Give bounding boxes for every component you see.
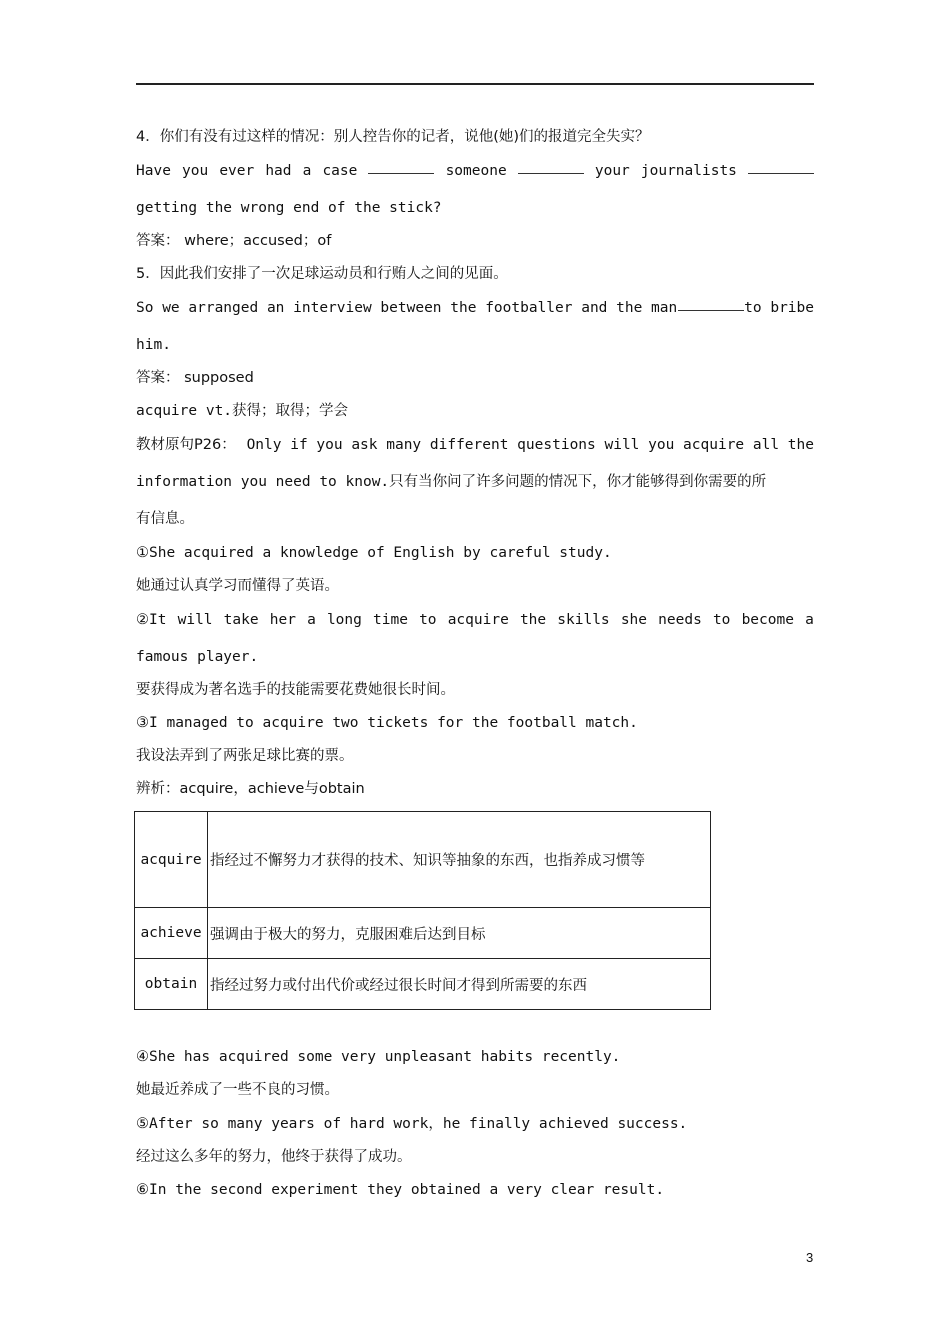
q5-english-line1 (136, 298, 814, 318)
word: her (269, 612, 296, 628)
answer-blank-2[interactable] (518, 161, 584, 174)
word: time (373, 612, 408, 628)
q5-answer: 答案： supposed (136, 370, 254, 386)
example-6-en: ⑥In the second experiment they obtained a very clear result. (136, 1182, 665, 1198)
table-desc: 指经过不懈努力才获得的技术、知识等抽象的东西，也指养成习惯等 (208, 812, 711, 908)
word: take (223, 612, 259, 628)
word: a (805, 612, 814, 628)
q4-chinese: 4．你们有没有过这样的情况：别人控告你的记者，说他(她)们的报道完全失实？ (136, 129, 650, 145)
table-row (135, 959, 711, 1010)
table-row (135, 812, 711, 908)
q4-answer: 答案： where；accused；of (136, 233, 332, 249)
word: had (265, 163, 292, 179)
word: ②It (136, 612, 167, 628)
example-5-cn: 经过这么多年的努力，他终于获得了成功。 (136, 1149, 412, 1165)
word: to (419, 612, 437, 628)
q4-english-line2: getting the wrong end of the stick? (136, 200, 442, 216)
example-4-cn: 她最近养成了一些不良的习惯。 (136, 1082, 339, 1098)
word: will (177, 612, 213, 628)
word: the (519, 612, 547, 628)
word: journalists (640, 163, 737, 179)
distinguish-heading: 辨析：acquire，achieve与obtain (136, 781, 365, 797)
table-desc: 强调由于极大的努力，克服困难后达到目标 (208, 908, 711, 959)
source-sentence-line1 (136, 435, 814, 455)
example-1-cn: 她通过认真学习而懂得了英语。 (136, 578, 339, 594)
word: someone (445, 163, 507, 179)
source-sentence-line2: information you need to know.只有当你问了许多问题的情况下，你才能够得到你需要的所 (136, 474, 767, 490)
table-term: obtain (135, 959, 208, 1010)
answer-blank-1[interactable] (368, 161, 434, 174)
source-sentence-line3: 有信息。 (136, 511, 194, 527)
word: ever (219, 163, 255, 179)
table-term: acquire (135, 812, 208, 908)
comparison-table (134, 811, 711, 1010)
source-text: Only if you ask many different questions will you acquire all the (246, 437, 814, 453)
vocab-headword: acquire vt.获得；取得；学会 (136, 403, 349, 419)
example-5-en: ⑤After so many years of hard work，he finally achieved success. (136, 1116, 688, 1132)
example-2-en-line2: famous player. (136, 649, 259, 665)
word: you (182, 163, 209, 179)
example-2-en-line1 (136, 610, 814, 630)
word: long (326, 612, 362, 628)
source-label: 教材原句P26： (136, 437, 236, 453)
q4-english-line1 (136, 161, 814, 181)
answer-blank-3[interactable] (748, 161, 814, 174)
example-3-cn: 我设法弄到了两张足球比赛的票。 (136, 748, 354, 764)
word: needs (658, 612, 702, 628)
page-number: 3 (806, 1250, 814, 1265)
q5-chinese: 5．因此我们安排了一次足球运动员和行贿人之间的见面。 (136, 266, 508, 282)
example-1-en: ①She acquired a knowledge of English by careful study. (136, 545, 612, 561)
word: a (307, 612, 316, 628)
example-2-cn: 要获得成为著名选手的技能需要花费她很长时间。 (136, 682, 455, 698)
header-rule (136, 83, 814, 85)
word: your (594, 163, 630, 179)
word: skills (557, 612, 610, 628)
sentence-end: to bribe (744, 300, 814, 316)
answer-blank-4[interactable] (678, 298, 744, 311)
q5-english-line2: him. (136, 337, 171, 353)
word: Have (136, 163, 171, 179)
table-desc: 指经过努力或付出代价或经过很长时间才得到所需要的东西 (208, 959, 711, 1010)
word: a (302, 163, 312, 179)
word: she (620, 612, 648, 628)
table-row (135, 908, 711, 959)
word: case (322, 163, 358, 179)
word: acquire (447, 612, 509, 628)
word: become (741, 612, 794, 628)
word: to (712, 612, 731, 628)
example-3-en: ③I managed to acquire two tickets for the football match. (136, 715, 638, 731)
example-4-en: ④She has acquired some very unpleasant habits recently. (136, 1049, 621, 1065)
table-term: achieve (135, 908, 208, 959)
sentence-start: So we arranged an interview between the footballer and the man (136, 300, 678, 316)
